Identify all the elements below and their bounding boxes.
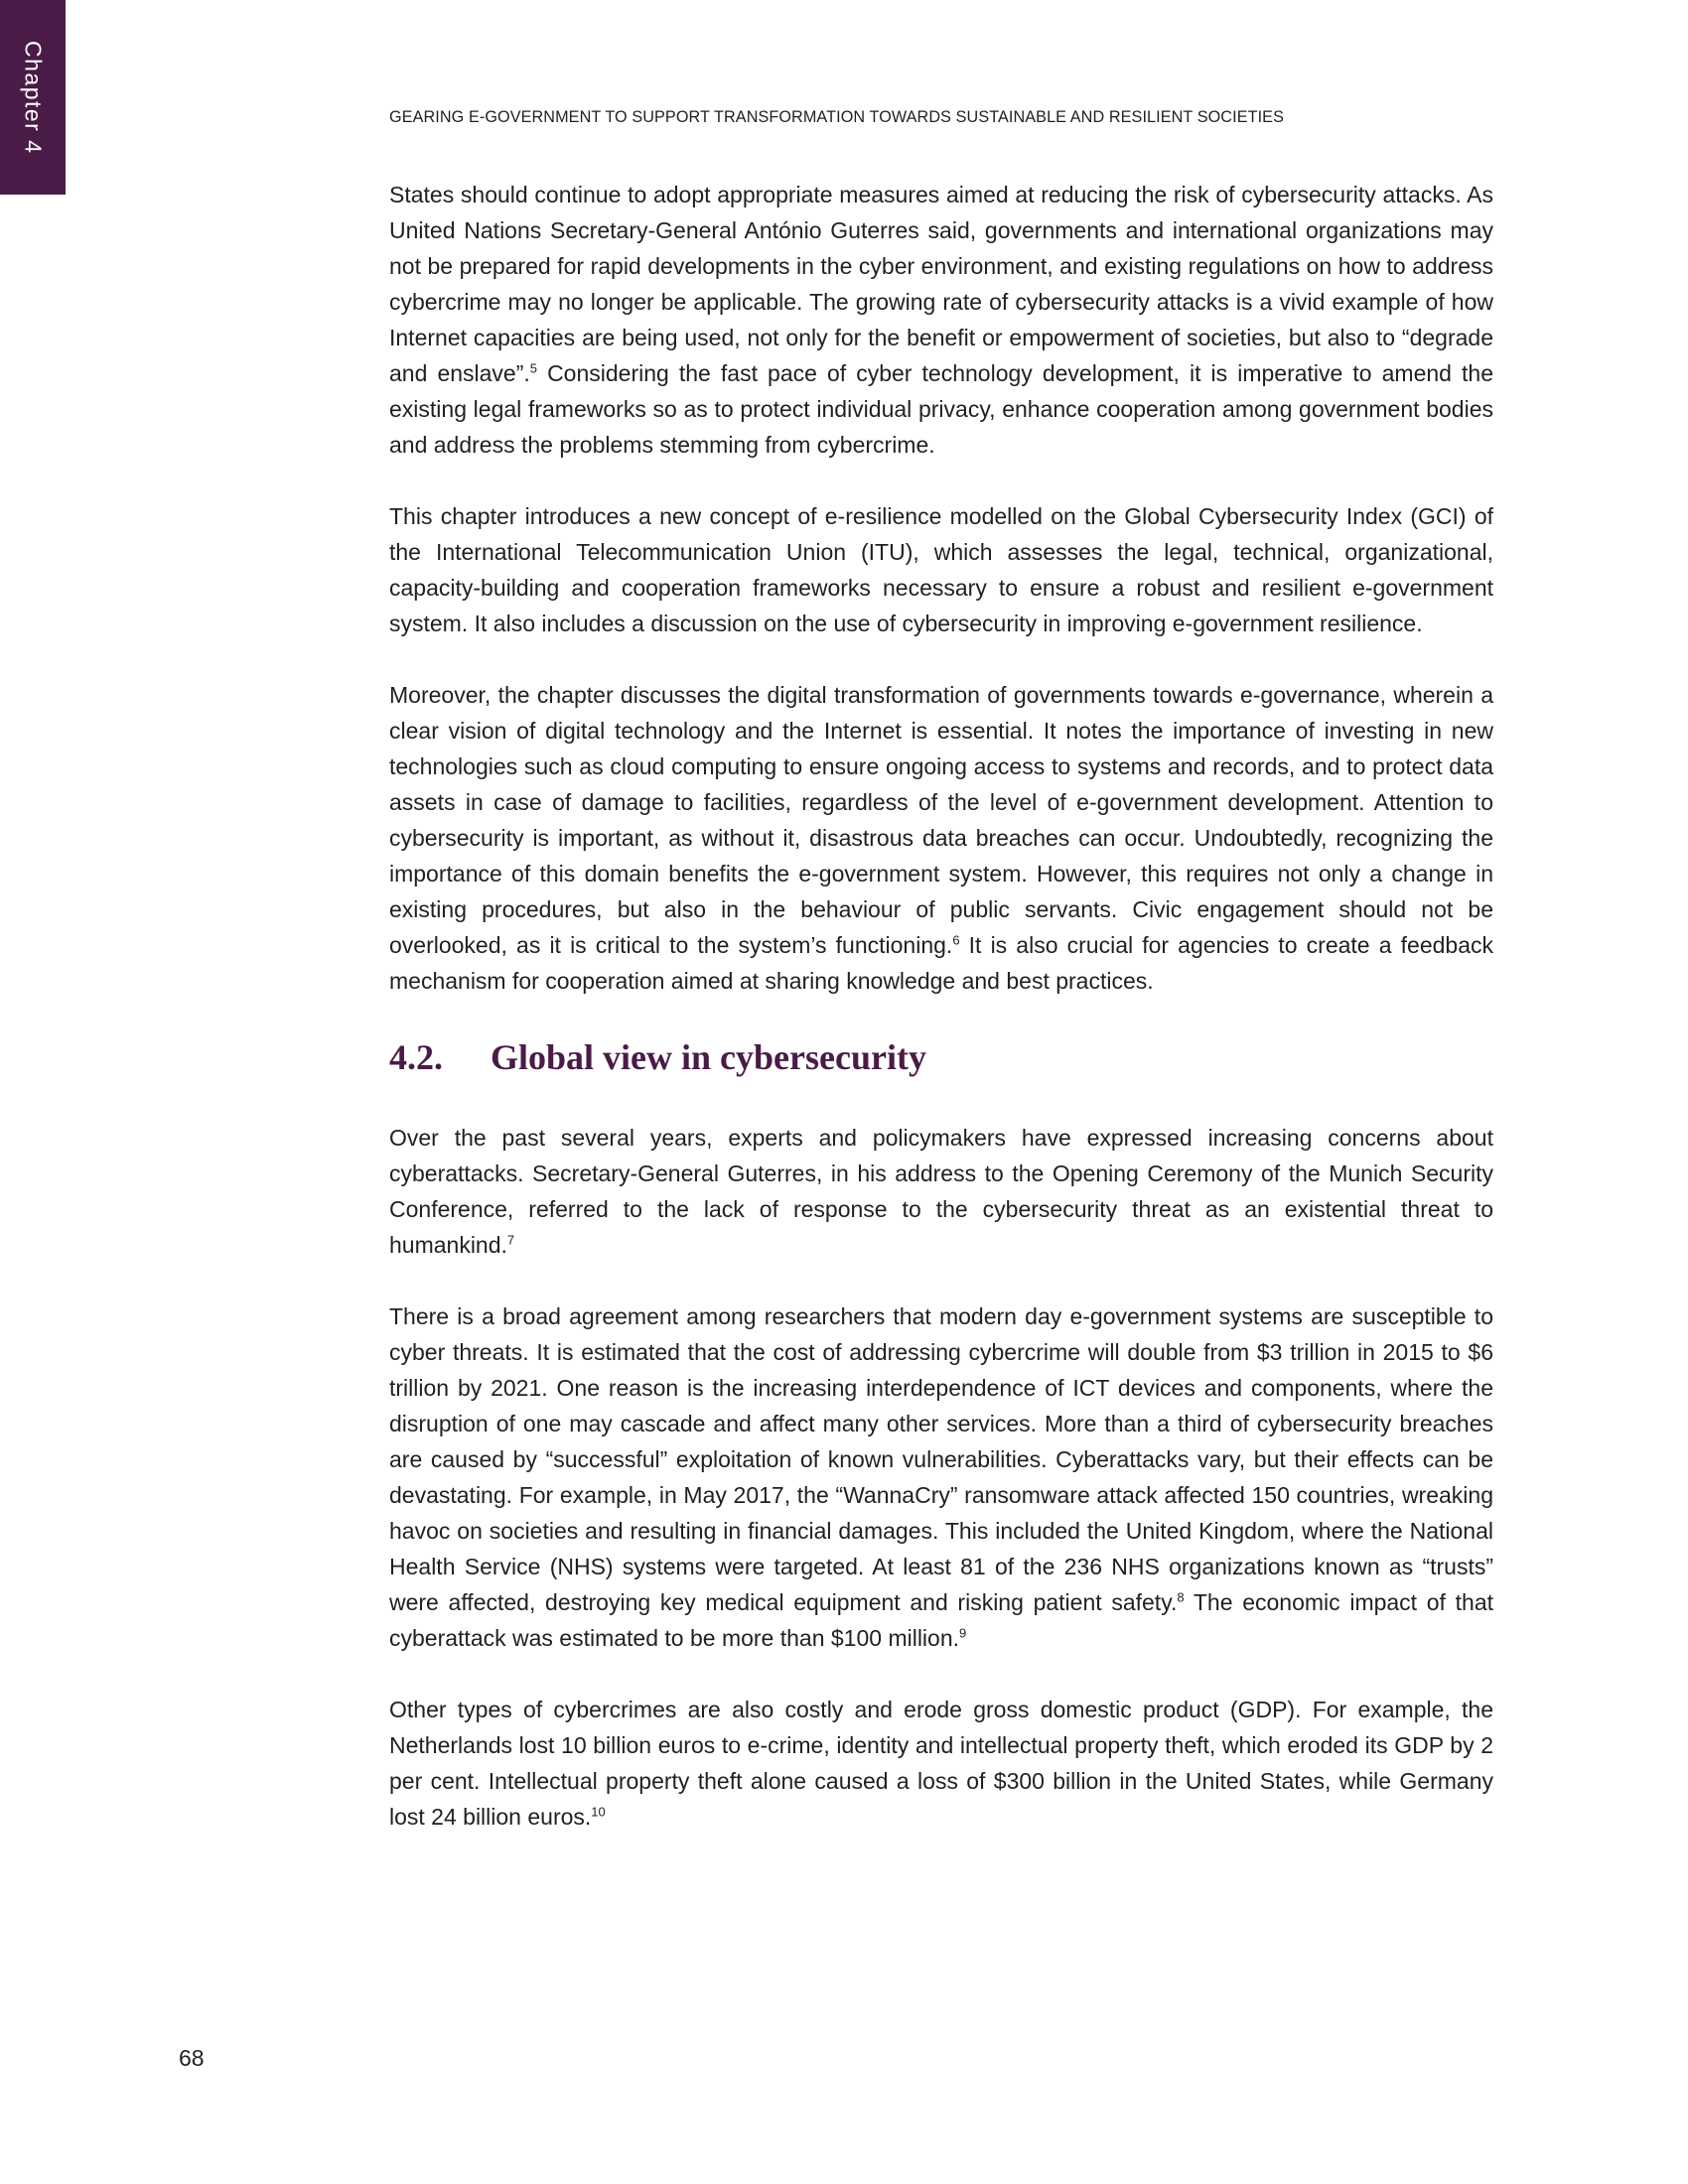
footnote-ref[interactable]: 8 [1177,1589,1185,1605]
paragraph-e-resilience [389,498,1493,641]
paragraph-text: It is also crucial for agencies to create a feedback mechanism for cooperation aimed at sharing knowledge and best practices. [389,932,1493,994]
paragraph-text: Other types of cybercrimes are also costly and erode gross domestic product (GDP). For example, the Netherlands lost 10 billion euros to e-crime, identity and intellectual property theft, which eroded its GDP by 2 per cent. Intellectual property theft alone caused a loss of $300 billion in the United States, while Germany lost 24 billion euros. [389,1697,1493,1830]
chapter-tab-label: Chapter 4 [20,40,47,155]
footnote-ref[interactable]: 9 [959,1625,967,1641]
paragraph-text: There is a broad agreement among researchers that modern day e-government systems are susceptible to cyber threats. It is estimated that the cost of addressing cybercrime will double from $3 trillion in 2015 to $6 trillion by 2021. One reason is the increasing interdependence of ICT devices and components, where the disruption of one may cascade and affect many other services. More than a third of cybersecurity breaches are caused by “successful” exploitation of known vulnerabilities. Cyberattacks vary, but their effects can be devastating. For example, in May 2017, the “WannaCry” ransomware attack affected 150 countries, wreaking havoc on societies and resulting in financial damages. This included the United Kingdom, where the National Health Service (NHS) systems were targeted. At least 81 of the 236 NHS organizations known as “trusts” were affected, destroying key medical equipment and risking patient safety. [389,1303,1493,1615]
paragraph-cybersecurity-measures [389,177,1493,463]
paragraph-cybercrime-costs [389,1692,1493,1835]
page-content [389,177,1493,1870]
paragraph-cyber-threats [389,1298,1493,1656]
chapter-tab [0,0,66,195]
section-title: Global view in cybersecurity [491,1037,926,1077]
footnote-ref[interactable]: 5 [529,360,537,376]
section-number: 4.2. [389,1037,443,1077]
page-number: 68 [179,2045,205,2071]
paragraph-text: Considering the fast pace of cyber technology development, it is imperative to amend the existing legal frameworks so as to protect individual privacy, enhance cooperation among government bodies and address the problems stemming from cybercrime. [389,360,1493,458]
paragraph-text: Over the past several years, experts and policymakers have expressed increasing concerns about cyberattacks. Secretary-General Guterres, in his address to the Opening Ceremony of the Munich Security Conference, referred to the lack of response to the cybersecurity threat as an existential threat to humankind. [389,1125,1493,1258]
section-heading [389,1034,1493,1080]
footnote-ref[interactable]: 6 [952,932,960,948]
paragraph-digital-transformation [389,677,1493,999]
paragraph-global-concerns [389,1120,1493,1263]
running-header: GEARING E-GOVERNMENT TO SUPPORT TRANSFORMATION TOWARDS SUSTAINABLE AND RESILIENT SOCIETIES [389,108,1284,126]
footnote-ref[interactable]: 7 [506,1232,515,1248]
footnote-ref[interactable]: 10 [591,1804,606,1820]
paragraph-text: Moreover, the chapter discusses the digital transformation of governments towards e-governance, wherein a clear vision of digital technology and the Internet is essential. It notes the importance of investing in new technologies such as cloud computing to ensure ongoing access to systems and records, and to protect data assets in case of damage to facilities, regardless of the level of e-government development. Attention to cybersecurity is important, as without it, disastrous data breaches can occur. Undoubtedly, recognizing the importance of this domain benefits the e-government system. However, this requires not only a change in existing procedures, but also in the behaviour of public servants. Civic engagement should not be overlooked, as it is critical to the system’s functioning. [389,682,1493,958]
paragraph-text: This chapter introduces a new concept of e-resilience modelled on the Global Cybersecurity Index (GCI) of the International Telecommunication Union (ITU), which assesses the legal, technical, organizational, capacity-building and cooperation frameworks necessary to ensure a robust and resilient e-government system. It also includes a discussion on the use of cybersecurity in improving e-government resilience. [389,503,1493,636]
paragraph-text: The economic impact of that cyberattack was estimated to be more than $100 million. [389,1589,1493,1651]
paragraph-text: States should continue to adopt appropriate measures aimed at reducing the risk of cybersecurity attacks. As United Nations Secretary-General António Guterres said, governments and international organizations may not be prepared for rapid developments in the cyber environment, and existing regulations on how to address cybercrime may no longer be applicable. The growing rate of cybersecurity attacks is a vivid example of how Internet capacities are being used, not only for the benefit or empowerment of societies, but also to “degrade and enslave”. [389,182,1493,386]
